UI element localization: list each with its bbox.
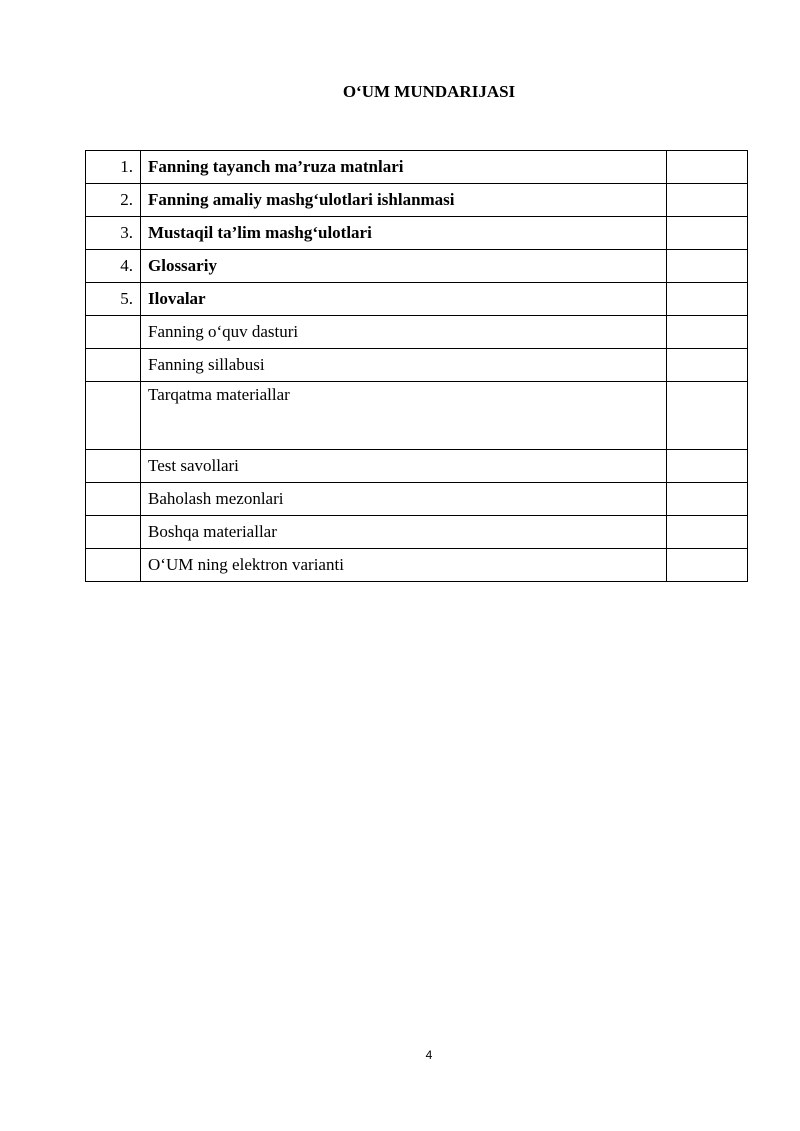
row-number	[86, 382, 141, 450]
row-page-cell	[667, 516, 748, 549]
table-row	[86, 217, 748, 250]
row-page-cell	[667, 217, 748, 250]
row-page-cell	[667, 316, 748, 349]
row-title: Ilovalar	[141, 283, 667, 316]
row-page-cell	[667, 151, 748, 184]
row-page-cell	[667, 382, 748, 450]
table-row	[86, 549, 748, 582]
table-row	[86, 450, 748, 483]
page-number: 4	[425, 1048, 433, 1062]
row-number	[86, 483, 141, 516]
table-row	[86, 349, 748, 382]
row-title: Tarqatma materiallar	[141, 382, 667, 450]
row-number	[86, 516, 141, 549]
table-row	[86, 316, 748, 349]
row-title: Fanning o‘quv dasturi	[141, 316, 667, 349]
row-number: 5.	[86, 283, 141, 316]
row-title: Boshqa materiallar	[141, 516, 667, 549]
row-page-cell	[667, 450, 748, 483]
row-title: Test savollari	[141, 450, 667, 483]
row-number: 3.	[86, 217, 141, 250]
row-number	[86, 349, 141, 382]
page-title: O‘UM MUNDARIJASI	[342, 82, 516, 101]
row-title: Fanning sillabusi	[141, 349, 667, 382]
row-page-cell	[667, 184, 748, 217]
row-page-cell	[667, 349, 748, 382]
table-row	[86, 516, 748, 549]
row-page-cell	[667, 283, 748, 316]
table-row	[86, 151, 748, 184]
row-title: Baholash mezonlari	[141, 483, 667, 516]
table-row	[86, 483, 748, 516]
table-row	[86, 382, 748, 450]
row-page-cell	[667, 483, 748, 516]
row-number: 2.	[86, 184, 141, 217]
row-title: Fanning tayanch ma’ruza matnlari	[141, 151, 667, 184]
row-title: O‘UM ning elektron varianti	[141, 549, 667, 582]
row-title: Mustaqil ta’lim mashg‘ulotlari	[141, 217, 667, 250]
table-row	[86, 184, 748, 217]
contents-table	[85, 150, 748, 582]
row-number	[86, 549, 141, 582]
row-page-cell	[667, 549, 748, 582]
row-number	[86, 450, 141, 483]
row-page-cell	[667, 250, 748, 283]
row-title: Fanning amaliy mashg‘ulotlari ishlanmasi	[141, 184, 667, 217]
row-number: 4.	[86, 250, 141, 283]
row-number: 1.	[86, 151, 141, 184]
row-number	[86, 316, 141, 349]
row-title: Glossariy	[141, 250, 667, 283]
table-row	[86, 283, 748, 316]
table-row	[86, 250, 748, 283]
